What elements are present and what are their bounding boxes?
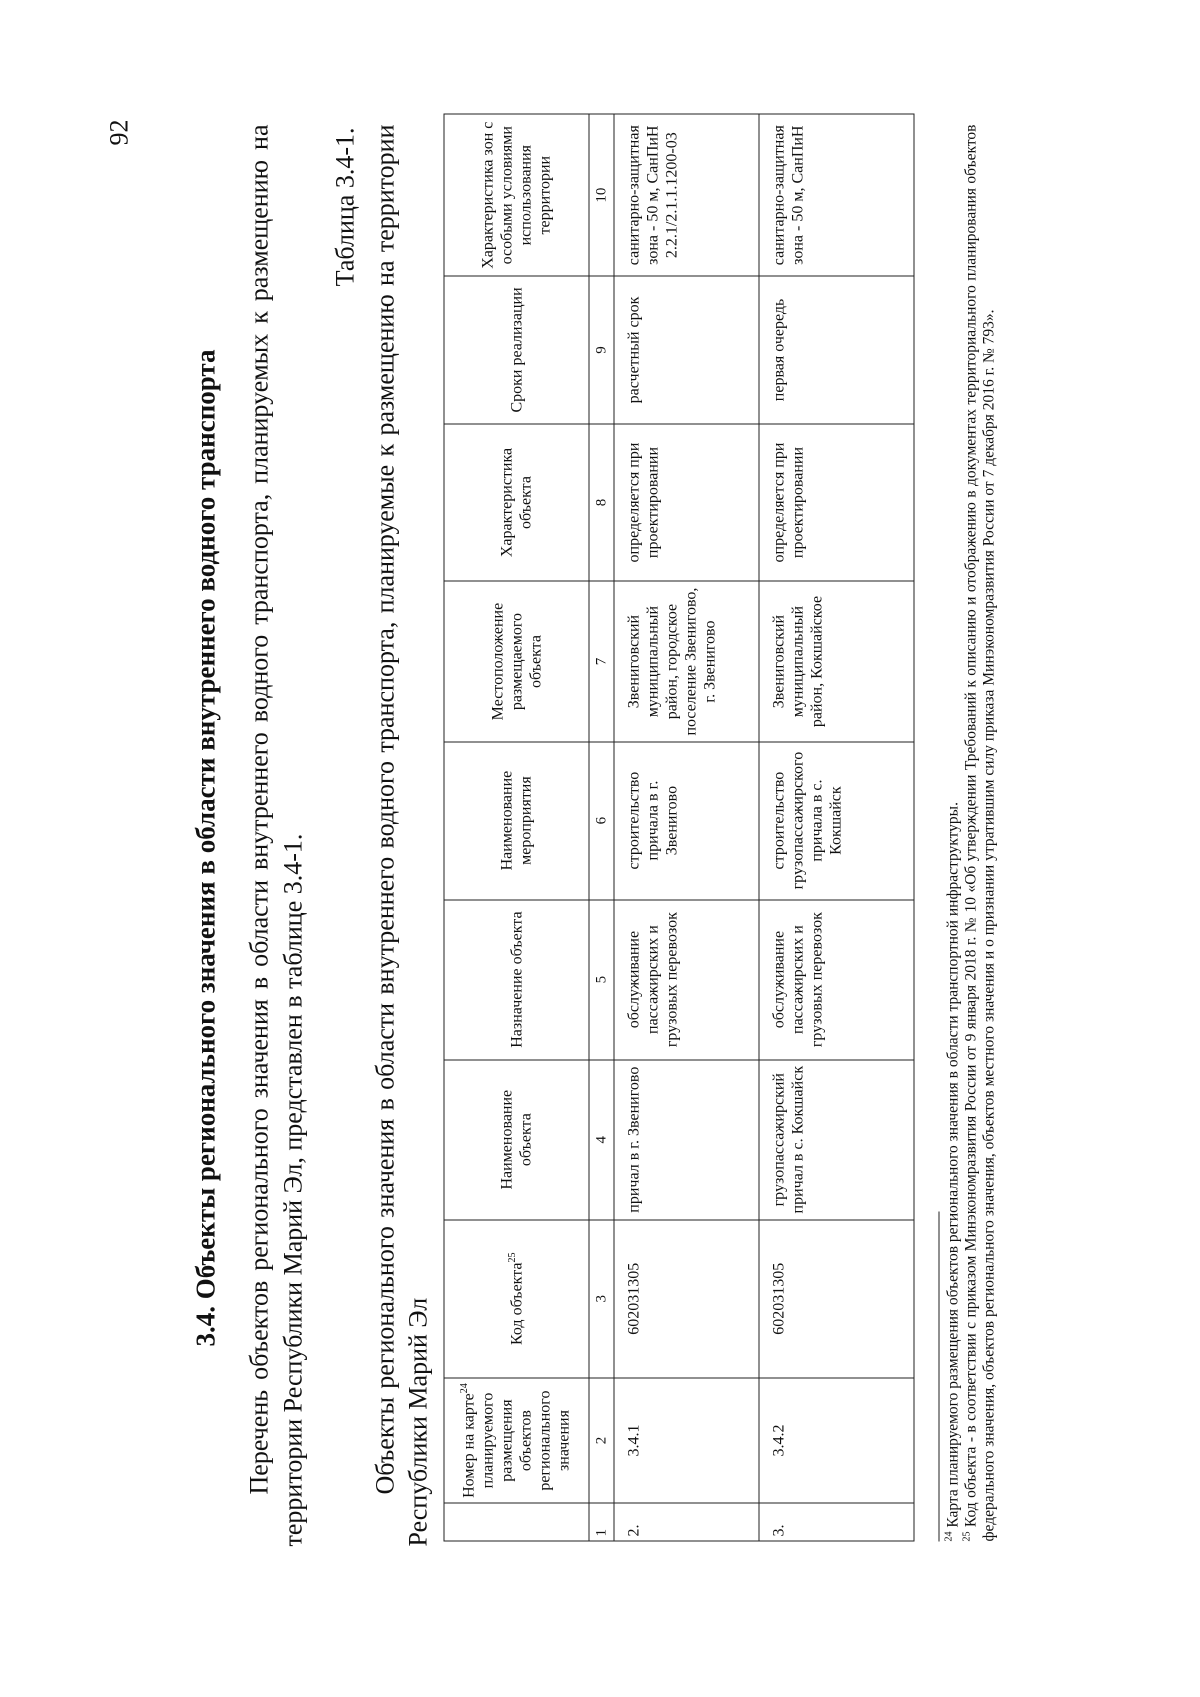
col-number-10: 10 bbox=[589, 114, 614, 276]
row-2-col-5: обслуживание пассажирских и грузовых перевозок bbox=[759, 900, 914, 1060]
footnote-24 bbox=[945, 125, 963, 1542]
header-col-4: Наименование объекта bbox=[444, 1060, 589, 1220]
footnote-25 bbox=[963, 125, 999, 1542]
col-number-2: 2 bbox=[589, 1378, 614, 1504]
col-number-6: 6 bbox=[589, 742, 614, 900]
row-1-col-1: 2. bbox=[614, 1503, 759, 1541]
row-2-col-8: определяется при проектировании bbox=[759, 424, 914, 582]
rotated-page bbox=[1, 0, 1200, 1697]
row-1-col-7: Звениговский муниципальный район, городское поселение Звенигово, г. Звенигово bbox=[614, 582, 759, 742]
header-col-9: Сроки реализации bbox=[444, 276, 589, 423]
row-2-col-1: 3. bbox=[759, 1503, 914, 1541]
row-2-col-2: 3.4.2 bbox=[759, 1378, 914, 1504]
header-col-10: Характеристика зон с особыми условиями использования территории bbox=[444, 114, 589, 276]
header-col-2-a: Номер на карте bbox=[460, 1393, 478, 1498]
header-col-6: Наименование мероприятия bbox=[444, 742, 589, 900]
row-1-col-4: причал в г. Звенигово bbox=[614, 1060, 759, 1220]
row-2-col-4: грузопассажирский причал в с. Кокшайск bbox=[759, 1060, 914, 1220]
col-number-5: 5 bbox=[589, 900, 614, 1060]
footnote-25-mark: 25 bbox=[961, 1531, 973, 1542]
footnote-divider bbox=[939, 1212, 940, 1542]
row-2-col-6: строительство грузопассажирского причала в с. Кокшайск bbox=[759, 742, 914, 900]
row-1-col-9: расчетный срок bbox=[614, 276, 759, 423]
section-heading: 3.4. Объекты регионального значения в области внутреннего водного транспорта bbox=[190, 349, 221, 1347]
table-caption: Объекты регионального значения в области внутреннего водного транспорта, планируемые к размещению на территории Республики Марий Эл bbox=[370, 124, 433, 1547]
row-1-col-6: строительство причала в г. Звенигово bbox=[614, 742, 759, 900]
col-number-3: 3 bbox=[589, 1220, 614, 1378]
row-2-col-3: 602031305 bbox=[759, 1220, 914, 1378]
header-col-1 bbox=[444, 1503, 589, 1541]
page-number: 92 bbox=[104, 119, 134, 146]
footnote-24-mark: 24 bbox=[943, 1531, 955, 1542]
col-number-1: 1 bbox=[589, 1503, 614, 1541]
footnote-25-text: Код объекта - в соответствии с приказом Минэкономразвития России от 9 января 2018 г. № 10 «Об утверждении Требований к описанию и отображению в документах территориального планирования объектов федерального значения, объектов регионального значения, объектов местного значения и о признании утратившим силу приказа Минэкономразвития России от 7 декабря 2016 г. № 793». bbox=[962, 124, 998, 1542]
row-1-col-3: 602031305 bbox=[614, 1220, 759, 1378]
footnote-24-text: Карта планируемого размещения объектов регионального значения в области транспортной инфраструктуры. bbox=[944, 802, 962, 1528]
header-col-3 bbox=[444, 1220, 589, 1378]
header-col-2 bbox=[444, 1378, 589, 1504]
footnote-ref-24: 24 bbox=[459, 1383, 471, 1394]
col-number-8: 8 bbox=[589, 424, 614, 582]
col-number-7: 7 bbox=[589, 582, 614, 742]
row-1-col-2: 3.4.1 bbox=[614, 1378, 759, 1504]
header-col-5: Назначение объекта bbox=[444, 900, 589, 1060]
table-header-row bbox=[444, 114, 589, 1541]
row-1-col-8: определяется при проектировании bbox=[614, 424, 759, 582]
table-row bbox=[759, 114, 914, 1541]
row-2-col-10: санитарно-защитная зона - 50 м, СанПиН bbox=[759, 114, 914, 276]
footnotes bbox=[945, 125, 999, 1542]
col-number-4: 4 bbox=[589, 1060, 614, 1220]
col-number-9: 9 bbox=[589, 276, 614, 423]
table-row bbox=[614, 114, 759, 1541]
header-col-2-b: планируемого размещения объектов регионального значения bbox=[479, 1390, 573, 1491]
intro-paragraph: Перечень объектов регионального значения в области внутреннего водного транспорта, планируемых к размещению на территории Республики Марий Эл, представлен в таблице 3.4-1. bbox=[244, 124, 308, 1547]
footnote-ref-25: 25 bbox=[506, 1252, 518, 1263]
header-col-3-a: Код объекта bbox=[508, 1262, 525, 1345]
objects-table bbox=[444, 114, 915, 1542]
row-2-col-9: первая очередь bbox=[759, 276, 914, 423]
table-numbering-row bbox=[589, 114, 614, 1541]
header-col-8: Характеристика объекта bbox=[444, 424, 589, 582]
table-number: Таблица 3.4-1. bbox=[330, 127, 360, 287]
header-col-7: Местоположение размещаемого объекта bbox=[444, 582, 589, 742]
row-1-col-10: санитарно-защитная зона - 50 м, СанПиН 2.2.1/2.1.1.1200-03 bbox=[614, 114, 759, 276]
row-2-col-7: Звениговский муниципальный район, Кокшайское bbox=[759, 582, 914, 742]
row-1-col-5: обслуживание пассажирских и грузовых перевозок bbox=[614, 900, 759, 1060]
